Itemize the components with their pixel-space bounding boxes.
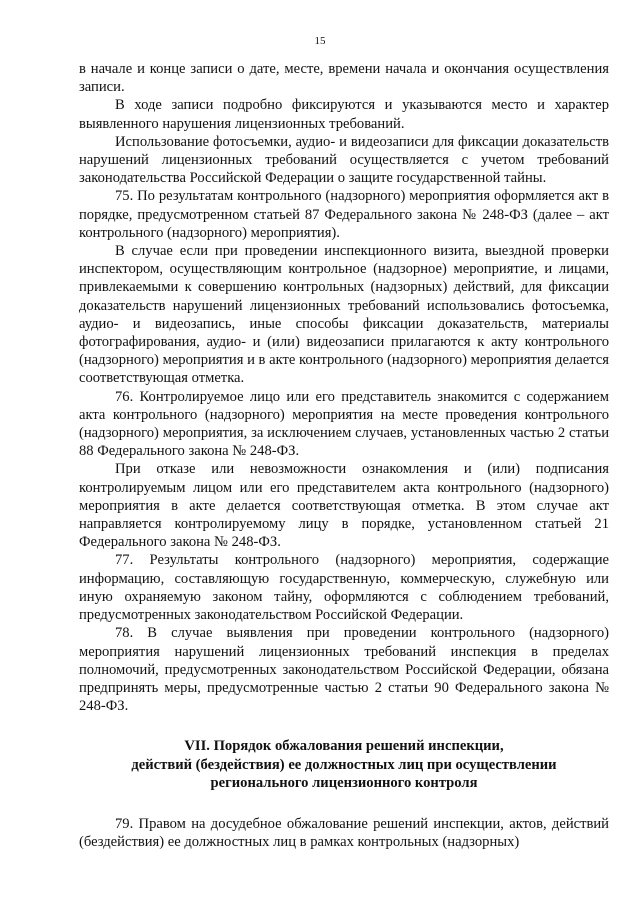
section-heading-line: регионального лицензионного контроля: [210, 775, 478, 792]
paragraph-item-75: 75. По результатам контрольного (надзорного) мероприятия оформляется акт в порядке, предусмотренном статьей 87 Федерального закона № 248-ФЗ (далее – акт контрольного (надзорного) мероприятия).: [79, 188, 609, 241]
document-body: [79, 60, 609, 851]
paragraph-item-78: 78. В случае выявления при проведении контрольного (надзорного) мероприятия нарушений лицензионных требований инспекция в пределах полномочий, предусмотренных законодательством Российской Федерации, обязана предпринять меры, предусмотренные частью 2 статьи 90 Федерального закона № 248-ФЗ.: [79, 625, 609, 715]
spacer: [79, 793, 609, 815]
section-heading-line: VII. Порядок обжалования решений инспекции,: [184, 738, 504, 755]
paragraph: в начале и конце записи о дате, месте, времени начала и окончания осуществления записи.: [79, 61, 609, 96]
paragraph: При отказе или невозможности ознакомления и (или) подписания контролируемым лицом или его представителем акта контрольного (надзорного) мероприятия в акте делается соответствующая отметка. В этом случае акт направляется контролируемому лицу в порядке, установленном статьей 21 Федерального закона № 248-ФЗ.: [79, 461, 609, 551]
paragraph: В ходе записи подробно фиксируются и указываются место и характер выявленного нарушения лицензионных требований.: [79, 97, 609, 132]
section-heading-line: действий (бездействия) ее должностных лиц при осуществлении: [131, 756, 557, 773]
section-heading: [79, 737, 609, 793]
paragraph-item-76: 76. Контролируемое лицо или его представитель знакомится с содержанием акта контрольного (надзорного) мероприятия на месте проведения контрольного (надзорного) мероприятия, за исключением случаев, установленных частью 2 статьи 88 Федерального закона № 248-ФЗ.: [79, 388, 609, 460]
page-number: 15: [314, 35, 326, 47]
paragraph-item-79: 79. Правом на досудебное обжалование решений инспекции, актов, действий (бездействия) ее должностных лиц в рамках контрольных (надзорных): [79, 815, 609, 851]
paragraph: В случае если при проведении инспекционного визита, выездной проверки инспектором, осуществляющим контрольное (надзорное) мероприятие, и лицами, привлекаемыми к совершению контрольных (надзорных) действий, для фиксации доказательств нарушений лицензионных требований использовались фотосъемка, аудио- и видеозапись, иные способы фиксации доказательств, материалы фотографирования, аудио- и (или) видеозаписи прилагаются к акту контрольного (надзорного) мероприятия и в акте контрольного (надзорного) мероприятия делается соответствующая отметка.: [79, 243, 609, 387]
paragraph-item-77: 77. Результаты контрольного (надзорного) мероприятия, содержащие информацию, составляющую государственную, коммерческую, служебную или иную охраняемую законом тайну, оформляются с соблюдением требований, предусмотренных законодательством Российской Федерации.: [79, 552, 609, 624]
paragraph: Использование фотосъемки, аудио- и видеозаписи для фиксации доказательств нарушений лицензионных требований осуществляется с учетом требований законодательства Российской Федерации о защите государственной тайны.: [79, 133, 609, 187]
